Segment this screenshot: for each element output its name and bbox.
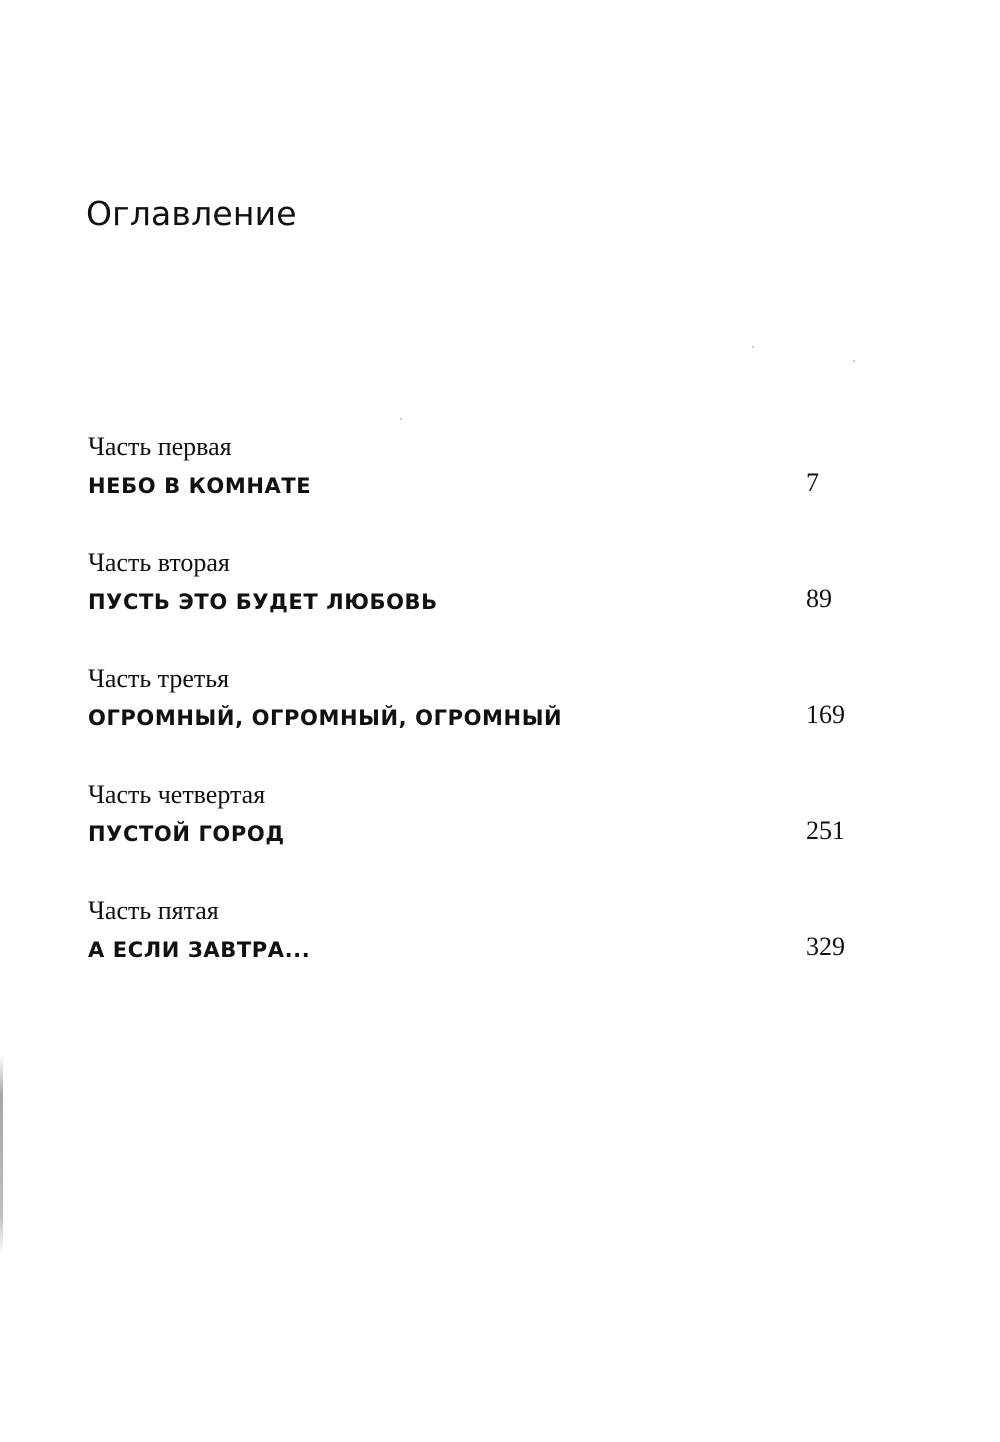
- toc-entry-part-1: [86, 432, 856, 548]
- part-title: НЕБО В КОМНАТЕ: [88, 474, 312, 498]
- scan-dust-speck: [400, 418, 402, 420]
- page-number: 251: [806, 816, 845, 845]
- toc-entry-part-3: [86, 664, 856, 780]
- scan-dust-speck: [853, 360, 855, 362]
- page-number: 169: [806, 700, 845, 729]
- page-title: Оглавление: [86, 194, 297, 233]
- page-number: 7: [806, 468, 819, 497]
- page-number: 89: [806, 584, 832, 613]
- scan-dust-speck: [752, 346, 754, 348]
- part-label: Часть вторая: [88, 548, 230, 577]
- part-title: ОГРОМНЫЙ, ОГРОМНЫЙ, ОГРОМНЫЙ: [88, 706, 563, 730]
- toc-entry-part-4: [86, 780, 856, 896]
- part-label: Часть пятая: [88, 896, 219, 925]
- table-of-contents: [86, 432, 856, 1012]
- page-number: 329: [806, 932, 845, 961]
- part-label: Часть первая: [88, 432, 232, 461]
- scan-edge-mark: [0, 1055, 3, 1255]
- toc-entry-part-5: [86, 896, 856, 1012]
- part-title: А ЕСЛИ ЗАВТРА...: [88, 938, 311, 962]
- toc-entry-part-2: [86, 548, 856, 664]
- part-label: Часть третья: [88, 664, 230, 693]
- part-title: ПУСТЬ ЭТО БУДЕТ ЛЮБОВЬ: [88, 590, 438, 614]
- part-label: Часть четвертая: [88, 780, 266, 809]
- part-title: ПУСТОЙ ГОРОД: [88, 822, 285, 846]
